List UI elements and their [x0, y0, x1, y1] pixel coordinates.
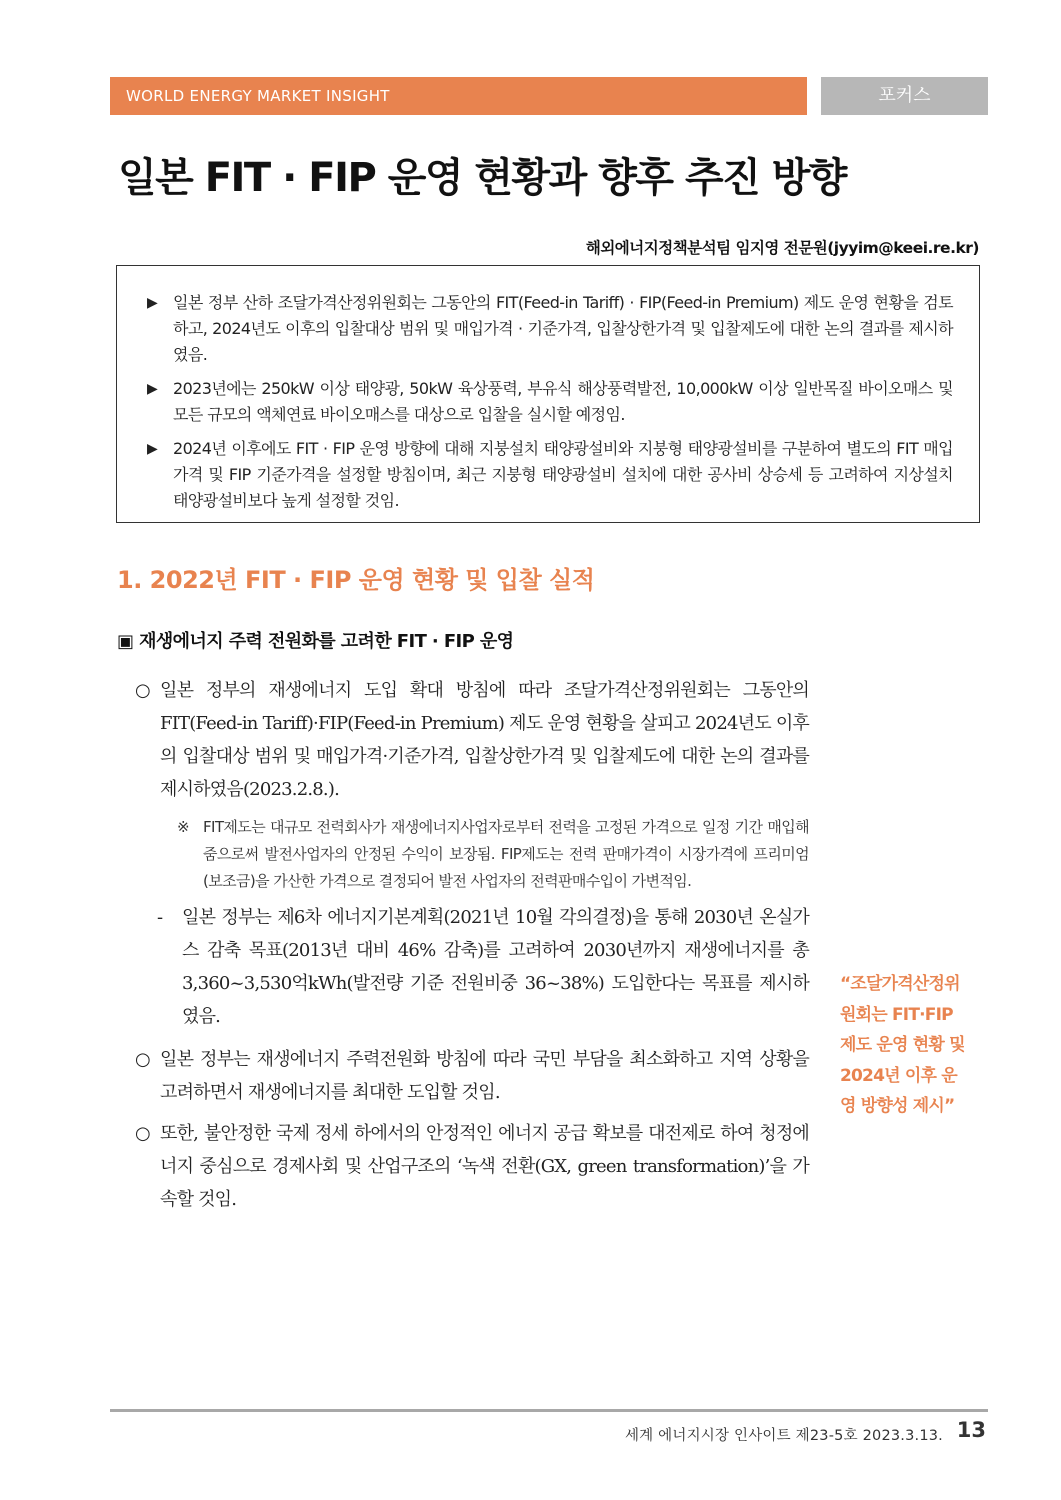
pull-quote: “조달가격산정위원회는 FIT·FIP 제도 운영 현황 및 2024년 이후 운영 방향성 제시” — [840, 974, 965, 1116]
category-tab: 포커스 — [821, 77, 988, 115]
summary-item — [147, 436, 953, 514]
reference-mark-icon: ※ — [177, 818, 189, 836]
paragraph — [135, 674, 809, 806]
circle-bullet-icon: ○ — [135, 680, 150, 701]
subsection-heading — [117, 627, 513, 653]
summary-item — [147, 376, 953, 428]
circle-bullet-icon: ○ — [135, 1049, 150, 1070]
circle-bullet-icon: ○ — [135, 1123, 150, 1144]
summary-text: 2024년 이후에도 FIT · FIP 운영 방향에 대해 지붕설치 태양광설비와 지붕형 태양광설비를 구분하여 별도의 FIT 매입가격 및 FIP 기준가격을 설정할 방침이며, 최근 지붕형 태양광설비 설치에 대한 공사비 상승세 등 고려하여 지상설치 태양광설비보다 높게 설정할 것임. — [173, 439, 953, 510]
summary-text: 2023년에는 250kW 이상 태양광, 50kW 육상풍력, 부유식 해상풍력발전, 10,000kW 이상 일반목질 바이오매스 및 모든 규모의 액체연료 바이오매스를 대상으로 입찰을 실시할 예정임. — [173, 379, 953, 424]
footnote-text: FIT제도는 대규모 전력회사가 재생에너지사업자로부터 전력을 고정된 가격으로 일정 기간 매입해줌으로써 발전사업자의 안정된 수익이 보장됨. FIP제도는 전력 판매가격이 시장가격에 프리미엄(보조금)을 가산한 가격으로 결정되어 발전 사업자의 전력판매수입이 가변적임. — [203, 818, 809, 890]
paragraph-text: 일본 정부는 재생에너지 주력전원화 방침에 따라 국민 부담을 최소화하고 지역 상황을 고려하면서 재생에너지를 최대한 도입할 것임. — [160, 1049, 809, 1103]
page-title: 일본 FIT · FIP 운영 현황과 향후 추진 방향 — [118, 155, 846, 201]
author-byline: 해외에너지정책분석팀 임지영 전문원(jyyim@keei.re.kr) — [585, 239, 979, 257]
paragraph — [135, 1117, 809, 1216]
series-banner: WORLD ENERGY MARKET INSIGHT — [110, 77, 807, 115]
section-heading: 1. 2022년 FIT · FIP 운영 현황 및 입찰 실적 — [117, 566, 595, 594]
footnote — [177, 814, 809, 895]
triangle-right-icon: ▶ — [147, 295, 158, 311]
subsection-title: 재생에너지 주력 전원화를 고려한 FIT · FIP 운영 — [139, 631, 514, 652]
sub-paragraph-text: 일본 정부는 제6차 에너지기본계획(2021년 10월 각의결정)을 통해 2030년 온실가스 감축 목표(2013년 대비 46% 감축)를 고려하여 2030년까지 재생에너지를 총 3,360~3,530억kWh(발전량 기준 전원비중 36~38%) 도입한다는 목표를 제시하였음. — [182, 907, 809, 1027]
page-number: 13 — [956, 1418, 986, 1442]
footer-publication: 세계 에너지시장 인사이트 제23-5호 2023.3.13. — [624, 1428, 943, 1444]
triangle-right-icon: ▶ — [147, 441, 158, 457]
article-body — [135, 674, 809, 1224]
summary-text: 일본 정부 산하 조달가격산정위원회는 그동안의 FIT(Feed-in Tariff) · FIP(Feed-in Premium) 제도 운영 현황을 검토하고, 2024년도 이후의 입찰대상 범위 및 매입가격 · 기준가격, 입찰상한가격 및 입찰제도에 대한 논의 결과를 제시하였음. — [173, 293, 953, 364]
triangle-right-icon: ▶ — [147, 381, 158, 397]
dash-bullet-icon: - — [157, 907, 163, 928]
sub-paragraph — [157, 901, 809, 1033]
paragraph — [135, 1043, 809, 1109]
summary-box — [116, 265, 980, 523]
footer-rule — [110, 1409, 988, 1412]
summary-item — [147, 290, 953, 368]
square-marker-icon: ▣ — [117, 631, 134, 652]
paragraph-text: 또한, 불안정한 국제 정세 하에서의 안정적인 에너지 공급 확보를 대전제로 하여 청정에너지 중심으로 경제사회 및 산업구조의 ‘녹색 전환(GX, green transformation)’을 가속할 것임. — [160, 1123, 809, 1210]
paragraph-text: 일본 정부의 재생에너지 도입 확대 방침에 따라 조달가격산정위원회는 그동안의 FIT(Feed-in Tariff)·FIP(Feed-in Premium) 제도 운영 현황을 살피고 2024년도 이후의 입찰대상 범위 및 매입가격·기준가격, 입찰상한가격 및 입찰제도에 대한 논의 결과를 제시하였음(2023.2.8.). — [160, 680, 809, 800]
